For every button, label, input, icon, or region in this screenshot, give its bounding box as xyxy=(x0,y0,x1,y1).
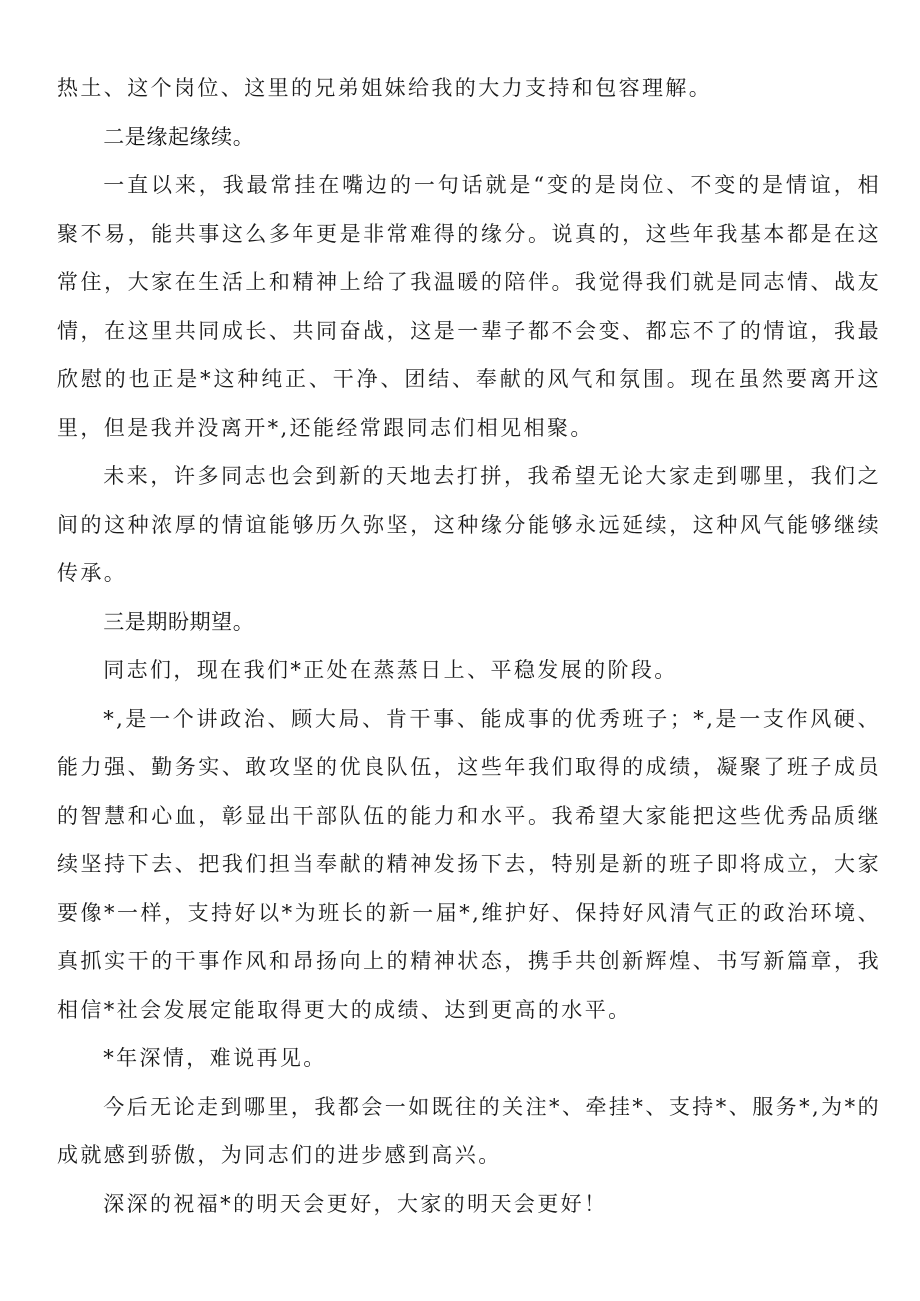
section-heading-2: 二是缘起缘续。 xyxy=(103,124,255,149)
paragraph-continuation: 热土、这个岗位、这里的兄弟姐妹给我的大力支持和包容理解。 xyxy=(57,76,713,100)
section-heading-3: 三是期盼期望。 xyxy=(103,609,255,634)
paragraph: 同志们，现在我们*正处在蒸蒸日上、平稳发展的阶段。 xyxy=(103,658,678,682)
paragraph: 未来，许多同志也会到新的天地去打拼，我希望无论大家走到哪里，我们之间的这种浓厚的情谊能够历久弥坚，这种缘分能够永远延续，这种风气能够继续传承。 xyxy=(57,464,881,585)
paragraph-closing: 深深的祝福*的明天会更好，大家的明天会更好！ xyxy=(103,1191,608,1216)
paragraph: 今后无论走到哪里，我都会一如既往的关注*、牵挂*、支持*、服务*,为*的成就感到骄傲，为同志们的进步感到高兴。 xyxy=(57,1094,881,1167)
paragraph: *年深情，难说再见。 xyxy=(103,1046,327,1070)
paragraph: 一直以来，我最常挂在嘴边的一句话就是“变的是岗位、不变的是情谊，相聚不易，能共事这么多年更是非常难得的缘分。说真的，这些年我基本都是在这常住，大家在生活上和精神上给了我温暖的陪伴。我觉得我们就是同志情、战友情，在这里共同成长、共同奋战，这是一辈子都不会变、都忘不了的情谊，我最欣慰的也正是*这种纯正、干净、团结、奉献的风气和氛围。现在虽然要离开这里，但是我并没离开*,还能经常跟同志们相见相聚。 xyxy=(57,173,881,440)
document-body xyxy=(57,64,881,1228)
paragraph: *,是一个讲政治、顾大局、肯干事、能成事的优秀班子；*,是一支作风硬、能力强、勤务实、敢攻坚的优良队伍，这些年我们取得的成绩，凝聚了班子成员的智慧和心血，彰显出干部队伍的能力和水平。我希望大家能把这些优秀品质继续坚持下去、把我们担当奉献的精神发扬下去，特别是新的班子即将成立，大家要像*一样，支持好以*为班长的新一届*,维护好、保持好风清气正的政治环境、真抓实干的干事作风和昂扬向上的精神状态，携手共创新辉煌、书写新篇章，我相信*社会发展定能取得更大的成绩、达到更高的水平。 xyxy=(57,706,881,1022)
